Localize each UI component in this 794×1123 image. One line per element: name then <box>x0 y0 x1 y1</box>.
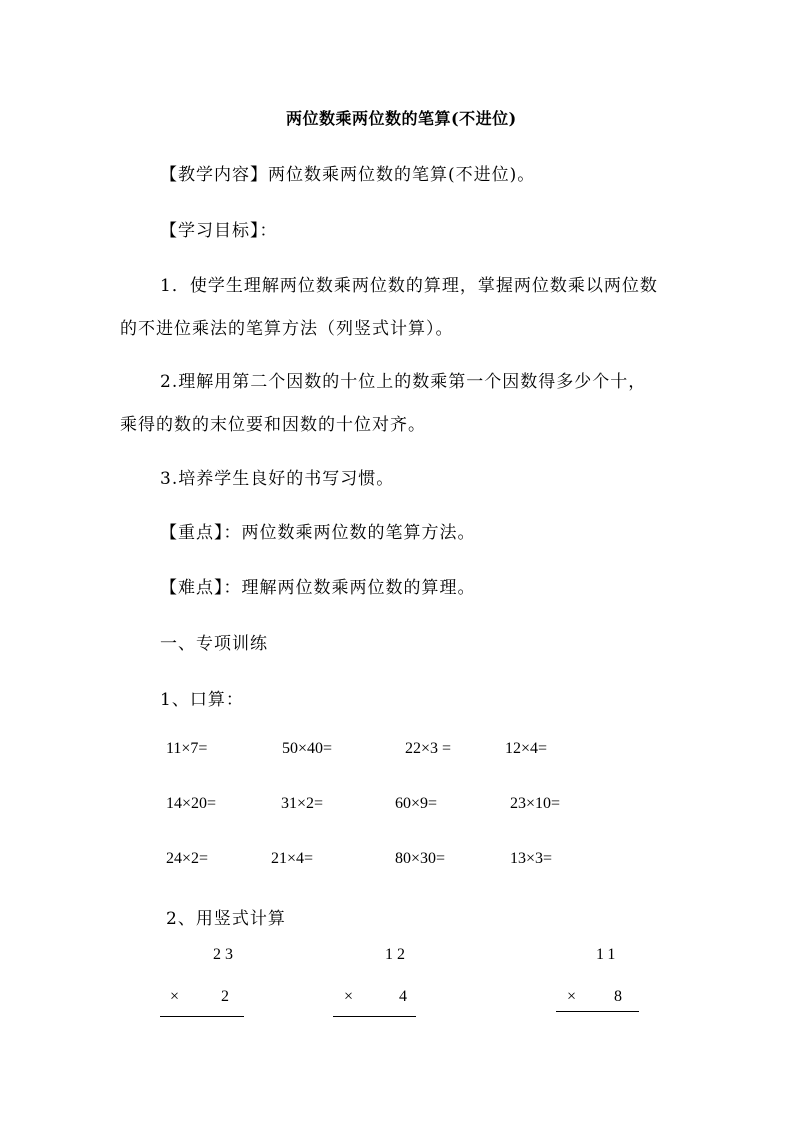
goal-2-line-1: 2.理解用第二个因数的十位上的数乘第一个因数得多少个十， <box>160 372 647 392</box>
answer-line <box>556 1011 639 1012</box>
oral-calc-heading: 1、口算： <box>160 690 244 710</box>
vertical-bottom-number: 4 <box>399 988 407 1005</box>
oral-problem: 12×4= <box>505 740 548 757</box>
goal-1-line-2: 的不进位乘法的笔算方法（列竖式计算）。 <box>120 319 454 339</box>
multiply-sign: × <box>567 988 577 1005</box>
multiply-sign: × <box>170 988 180 1005</box>
goal-1-line-1: 1．使学生理解两位数乘两位数的算理，掌握两位数乘以两位数 <box>160 276 658 296</box>
oral-problem: 24×2= <box>166 850 209 867</box>
oral-problem: 23×10= <box>510 795 561 812</box>
learning-goals-heading: 【学习目标】： <box>160 221 278 241</box>
vertical-top-number: 11 <box>596 946 620 963</box>
teaching-content-line: 【教学内容】两位数乘两位数的笔算(不进位)。 <box>160 165 536 185</box>
oral-problem: 60×9= <box>395 795 438 812</box>
page-title: 两位数乘两位数的笔算(不进位) <box>286 109 517 128</box>
oral-problem: 14×20= <box>166 795 217 812</box>
multiply-sign: × <box>344 988 354 1005</box>
goal-3: 3.培养学生良好的书写习惯。 <box>160 469 395 489</box>
vertical-bottom-number: 8 <box>614 988 622 1005</box>
vertical-bottom-number: 2 <box>221 988 229 1005</box>
oral-problem: 50×40= <box>282 740 333 757</box>
section-heading: 一、专项训练 <box>160 634 268 654</box>
answer-line <box>160 1016 244 1017</box>
key-point: 【重点】：两位数乘两位数的笔算方法。 <box>160 523 476 543</box>
vertical-top-number: 12 <box>385 946 409 963</box>
vertical-top-number: 23 <box>213 946 237 963</box>
oral-problem: 21×4= <box>271 850 314 867</box>
oral-problem: 80×30= <box>395 850 446 867</box>
oral-problem: 11×7= <box>166 740 208 757</box>
difficulty-point: 【难点】：理解两位数乘两位数的算理。 <box>160 578 476 598</box>
goal-2-line-2: 乘得的数的末位要和因数的十位对齐。 <box>120 415 426 435</box>
answer-line <box>333 1016 416 1017</box>
oral-problem: 31×2= <box>281 795 324 812</box>
vertical-calc-heading: 2、用竖式计算 <box>166 909 286 929</box>
oral-problem: 13×3= <box>510 850 553 867</box>
oral-problem: 22×3 = <box>405 740 452 757</box>
